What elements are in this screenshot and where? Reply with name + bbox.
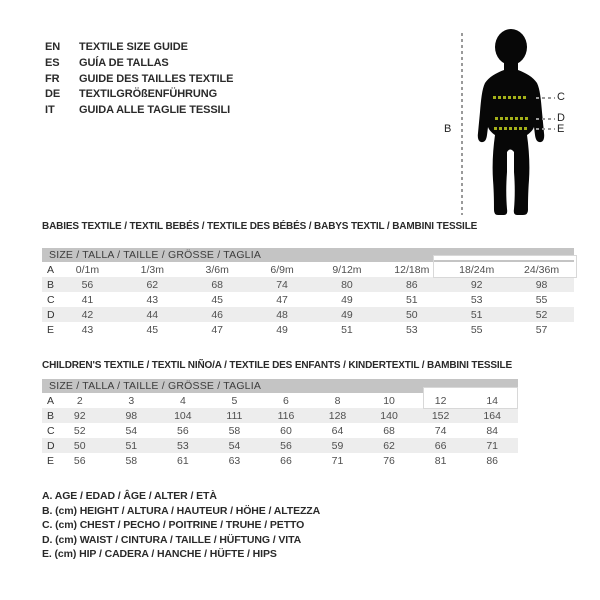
size-cell: 53 [405,323,418,336]
size-table-row [42,438,518,453]
children-row-overlay-fill [423,387,517,393]
language-title: GUIDA ALLE TAGLIE TESSILI [79,104,231,117]
row-label: D [47,308,55,321]
size-table-row [42,408,518,423]
size-cell: 10 [383,394,395,407]
size-cell: 57 [535,323,548,336]
height-measure-label: B [444,123,452,135]
size-cell: 60 [280,424,292,437]
size-cell: 6/9m [270,263,294,276]
size-cell: 52 [535,308,548,321]
row-label: E [47,454,55,467]
language-row [45,103,233,119]
row-label: C [47,293,55,306]
chest-measure-line [493,96,527,99]
measurement-legend [42,489,320,562]
size-cell: 49 [341,308,353,321]
chest-measure-label: C [557,91,565,103]
size-cell: 116 [277,409,295,422]
size-table-row [42,262,574,277]
size-cell: 45 [146,323,159,336]
language-title: GUÍA DE TALLAS [79,56,169,69]
size-cell: 51 [341,323,353,336]
size-cell: 71 [486,439,499,452]
babies-table-header-bar: SIZE / TALLA / TAILLE / GRÖSSE / TAGLIA [42,248,574,262]
children-table-header-bar: SIZE / TALLA / TAILLE / GRÖSSE / TAGLIA [42,379,518,393]
size-cell: 76 [383,454,395,467]
row-label: B [47,409,55,422]
babies-size-table [42,248,574,337]
language-code: ES [45,56,60,69]
language-row [45,87,233,103]
row-label: E [47,323,55,336]
size-cell: 66 [280,454,292,467]
size-cell: 128 [328,409,347,422]
size-table-row [42,277,574,292]
hip-measure-label: E [557,123,565,135]
size-cell: 74 [276,278,288,291]
size-cell: 45 [211,293,224,306]
size-cell: 152 [431,409,450,422]
size-cell: 84 [486,424,499,437]
size-cell: 104 [174,409,192,422]
size-table-row [42,322,574,337]
size-cell: 71 [331,454,344,467]
row-label: B [47,278,55,291]
size-table-row [42,393,518,408]
size-cell: 44 [146,308,159,321]
size-cell: 51 [470,308,483,321]
size-cell: 47 [211,323,224,336]
size-cell: 64 [331,424,344,437]
size-cell: 55 [470,323,483,336]
size-cell: 14 [486,394,499,407]
hip-measure-line [494,127,529,130]
size-cell: 51 [405,293,418,306]
size-cell: 68 [383,424,395,437]
size-cell: 56 [280,439,292,452]
language-title: TEXTILE SIZE GUIDE [79,41,188,53]
waist-measure-label: D [557,112,565,124]
language-title-list [45,40,233,119]
size-cell: 54 [228,439,241,452]
legend-line: C. (cm) CHEST / PECHO / POITRINE / TRUHE / PETTO [42,519,305,531]
size-cell: 42 [81,308,94,321]
size-cell: 55 [535,293,548,306]
size-cell: 0/1m [75,263,100,276]
language-title: GUIDE DES TAILLES TEXTILE [79,72,234,85]
size-cell: 49 [276,323,288,336]
legend-line: B. (cm) HEIGHT / ALTURA / HAUTEUR / HÖHE / ALTEZZA [42,504,321,517]
language-code: DE [45,88,61,101]
size-table-row [42,292,574,307]
size-table-row [42,423,518,438]
size-cell: 92 [73,409,86,422]
size-cell: 1/3m [140,263,164,276]
size-cell: 56 [81,278,94,291]
size-cell: 81 [434,454,447,467]
size-cell: 59 [331,439,344,452]
size-cell: 43 [146,293,159,306]
size-cell: 3/6m [205,263,229,276]
size-cell: 24/36m [524,263,560,276]
size-table-row [42,307,574,322]
size-cell: 66 [434,439,447,452]
legend-line: D. (cm) WAIST / CINTURA / TAILLE / HÜFTUNG / VITA [42,533,302,546]
language-title: TEXTILGRÖßENFÜHRUNG [79,88,218,101]
size-cell: 164 [483,409,501,422]
size-cell: 50 [73,439,86,452]
size-cell: 51 [125,439,138,452]
size-cell: 86 [405,278,418,291]
waist-measure-line [495,117,529,120]
size-cell: 54 [125,424,138,437]
size-cell: 49 [341,293,353,306]
size-cell: 58 [228,424,241,437]
language-code: FR [45,72,60,85]
size-cell: 86 [486,454,499,467]
waist-leader-line [536,118,555,120]
size-cell: 41 [81,293,94,306]
size-cell: 48 [276,308,288,321]
size-cell: 12 [434,394,447,407]
language-row [45,72,233,88]
size-cell: 53 [470,293,483,306]
size-cell: 52 [73,424,86,437]
size-cell: 2 [76,394,83,407]
size-cell: 12/18m [394,263,430,276]
row-label: C [47,424,55,437]
size-cell: 62 [383,439,395,452]
size-cell: 61 [177,454,189,467]
size-cell: 56 [73,454,86,467]
size-table-row [42,453,518,468]
legend-line: A. AGE / EDAD / ÂGE / ALTER / ETÀ [42,490,217,502]
language-code: IT [45,104,55,117]
size-cell: 56 [177,424,189,437]
size-cell: 4 [179,394,186,407]
size-cell: 3 [128,394,135,407]
size-cell: 74 [434,424,447,437]
size-cell: 68 [211,278,224,291]
babies-section-heading: BABIES TEXTILE / TEXTIL BEBÉS / TEXTILE DES BÉBÉS / BABYS TEXTIL / BAMBINI TESSILE [42,221,478,232]
size-cell: 53 [177,439,189,452]
size-cell: 58 [125,454,138,467]
size-cell: 6 [283,394,289,407]
language-code: EN [45,41,61,53]
size-cell: 50 [405,308,418,321]
size-cell: 98 [535,278,548,291]
height-measure-dashed-line [461,33,463,215]
row-label: D [47,439,55,452]
size-cell: 140 [380,409,398,422]
size-cell: 63 [228,454,241,467]
babies-row-overlay-fill [433,255,576,260]
size-cell: 46 [211,308,224,321]
children-section-heading: CHILDREN'S TEXTILE / TEXTIL NIÑO/A / TEXTILE DES ENFANTS / KINDERTEXTIL / BAMBINI TESSILE [42,360,512,371]
hip-leader-line [536,128,555,130]
size-cell: 9/12m [332,263,362,276]
row-label: A [47,263,55,276]
size-cell: 92 [470,278,483,291]
size-cell: 43 [81,323,94,336]
chest-leader-line [536,97,555,99]
legend-line: E. (cm) HIP / CADERA / HANCHE / HÜFTE / HIPS [42,548,277,560]
size-cell: 80 [341,278,353,291]
row-label: A [47,394,55,407]
size-cell: 62 [146,278,159,291]
size-cell: 98 [125,409,138,422]
size-cell: 8 [334,394,341,407]
size-cell: 18/24m [459,263,495,276]
size-cell: 47 [276,293,288,306]
size-cell: 111 [226,409,243,422]
language-row [45,40,233,56]
size-cell: 5 [231,394,238,407]
language-row [45,56,233,72]
